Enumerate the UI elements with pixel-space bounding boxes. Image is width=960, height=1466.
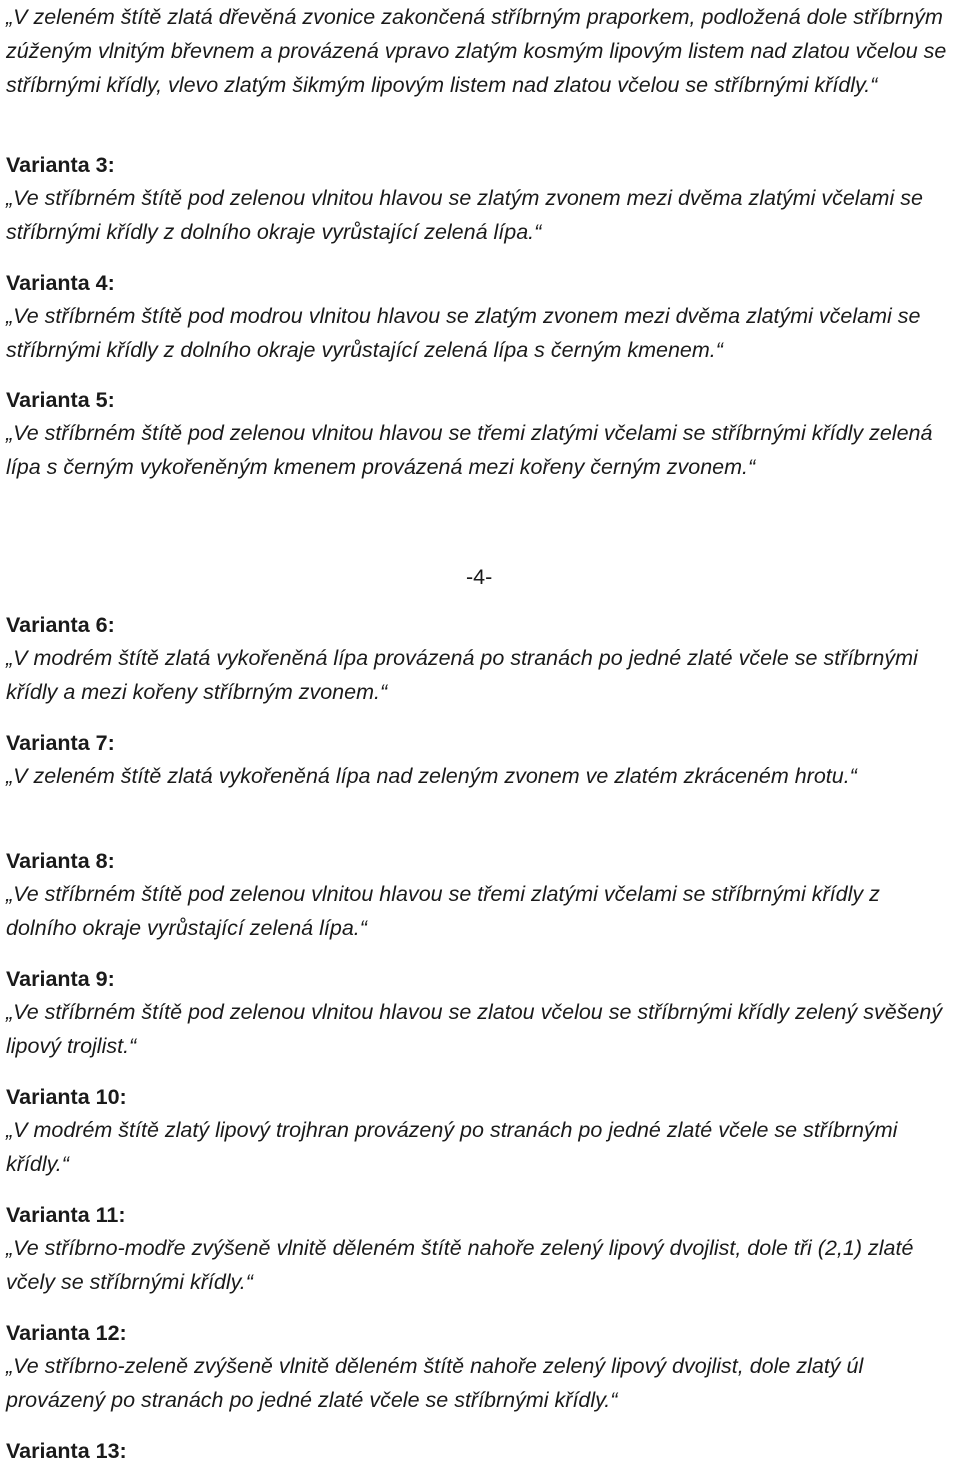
variant-3-text: „Ve stříbrném štítě pod zelenou vlnitou hlavou se zlatým zvonem mezi dvěma zlatými včelami se stříbrnými křídly z dolního okraje vyrůstající zelená lípa.“ [6, 186, 923, 244]
variant-12-title: Varianta 12: [6, 1321, 127, 1345]
variant-7-text: „V zeleném štítě zlatá vykořeněná lípa nad zeleným zvonem ve zlatém zkráceném hrotu.“ [6, 764, 857, 788]
variant-8-title: Varianta 8: [6, 849, 115, 873]
variant-13-title: Varianta 13: [6, 1439, 127, 1463]
intro-paragraph: „V zeleném štítě zlatá dřevěná zvonice zakončená stříbrným praporkem, podložená dole stříbrným zúženým vlnitým břevnem a provázená vpravo zlatým kosmým lipovým listem nad zlatou včelou se stříbrnými křídly, vlevo zlatým šikmým lipovým listem nad zlatou včelou se stříbrnými křídly.“ [6, 5, 947, 97]
variant-12-text: „Ve stříbrno-zeleně zvýšeně vlnitě děleném štítě nahoře zelený lipový dvojlist, dole zlatý úl provázený po stranách po jedné zlaté včele se stříbrnými křídly.“ [6, 1354, 864, 1412]
variant-7-title: Varianta 7: [6, 731, 115, 755]
variant-6-title: Varianta 6: [6, 613, 115, 637]
variant-5-title: Varianta 5: [6, 388, 115, 412]
variant-6-text: „V modrém štítě zlatá vykořeněná lípa provázená po stranách po jedné zlaté včele se stříbrnými křídly a mezi kořeny stříbrným zvonem.“ [6, 646, 918, 704]
page-number: -4- [466, 565, 493, 589]
variant-4-title: Varianta 4: [6, 271, 115, 295]
variant-4-text: „Ve stříbrném štítě pod modrou vlnitou hlavou se zlatým zvonem mezi dvěma zlatými včelami se stříbrnými křídly z dolního okraje vyrůstající zelená lípa s černým kmenem.“ [6, 304, 921, 362]
variant-5-text: „Ve stříbrném štítě pod zelenou vlnitou hlavou se třemi zlatými včelami se stříbrnými křídly zelená lípa s černým vykořeněným kmenem provázená mezi kořeny černým zvonem.“ [6, 421, 933, 479]
variant-3-title: Varianta 3: [6, 153, 115, 177]
variant-11-text: „Ve stříbrno-modře zvýšeně vlnitě děleném štítě nahoře zelený lipový dvojlist, dole tři (2,1) zlaté včely se stříbrnými křídly.“ [6, 1236, 914, 1294]
variant-10-title: Varianta 10: [6, 1085, 127, 1109]
variant-10-text: „V modrém štítě zlatý lipový trojhran provázený po stranách po jedné zlaté včele se stříbrnými křídly.“ [6, 1118, 898, 1176]
variant-9-text: „Ve stříbrném štítě pod zelenou vlnitou hlavou se zlatou včelou se stříbrnými křídly zelený svěšený lipový trojlist.“ [6, 1000, 943, 1058]
variant-8-text: „Ve stříbrném štítě pod zelenou vlnitou hlavou se třemi zlatými včelami se stříbrnými křídly z dolního okraje vyrůstající zelená lípa.“ [6, 882, 880, 940]
variant-9-title: Varianta 9: [6, 967, 115, 991]
variant-11-title: Varianta 11: [6, 1203, 126, 1227]
